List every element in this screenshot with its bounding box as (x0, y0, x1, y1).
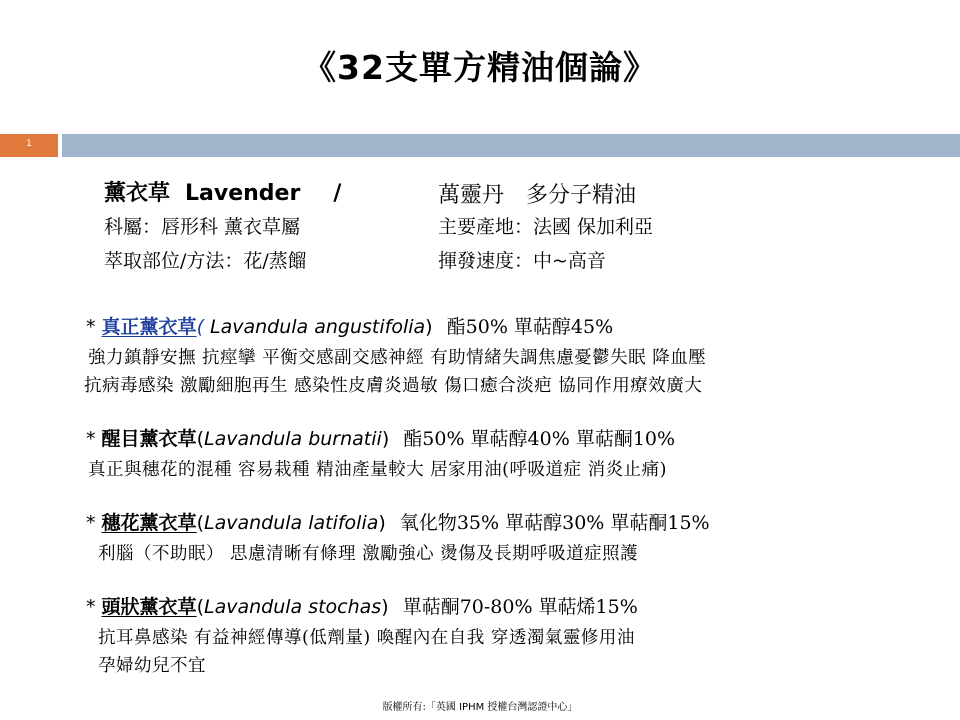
oil-variety-link[interactable]: 真正薰衣草 (101, 316, 197, 338)
components: 酯50% 單萜醇40% 單萜酮10% (403, 428, 676, 450)
latin-name: Lavandula latifolia (203, 512, 379, 534)
header-band (62, 134, 960, 157)
latin-name: Lavandula burnatii (203, 428, 382, 450)
oil-family: 科屬：唇形科 薰衣草屬 (104, 216, 301, 238)
oil-origin: 主要產地：法國 保加利亞 (438, 216, 654, 238)
description-line: 強力鎮靜安撫 抗痙攣 平衡交感副交感神經 有助情緒失調焦慮憂鬱失眠 降血壓 (88, 348, 707, 368)
oil-variety: 醒目薰衣草 (101, 428, 197, 450)
components: 氧化物35% 單萜醇30% 單萜酮15% (399, 512, 710, 534)
section-heading: * 醒目薰衣草(Lavandula burnatii) 酯50% 單萜醇40% 單萜酮10% (86, 428, 676, 450)
oil-name-line (104, 176, 341, 207)
oil-nickname: 萬靈丹 多分子精油 (438, 183, 637, 208)
page-title: 《32支單方精油個論》 (303, 48, 657, 87)
oil-name-en: Lavender (185, 181, 301, 206)
oil-extraction: 萃取部位/方法：花/蒸餾 (104, 250, 307, 272)
description-line: 孕婦幼兒不宜 (98, 656, 206, 676)
description-line: 利腦（不助眠） 思慮清晰有條理 激勵強心 燙傷及長期呼吸道症照護 (98, 544, 639, 564)
section-heading: * 頭狀薰衣草(Lavandula stochas) 單萜酮70-80% 單萜烯15% (86, 596, 638, 618)
oil-volatility: 揮發速度：中~高音 (438, 250, 606, 272)
latin-name: Lavandula angustifolia (210, 316, 426, 338)
section-heading: * 真正薰衣草( Lavandula angustifolia) 酯50% 單萜醇45% (86, 316, 614, 338)
components: 單萜酮70-80% 單萜烯15% (402, 596, 638, 618)
components: 酯50% 單萜醇45% (446, 316, 614, 338)
name-separator: / (333, 181, 342, 206)
section-heading: * 穗花薰衣草(Lavandula latifolia) 氧化物35% 單萜醇30% 單萜酮15% (86, 512, 710, 534)
latin-name: Lavandula stochas (203, 596, 382, 618)
description-line: 抗病毒感染 激勵細胞再生 感染性皮膚炎過敏 傷口癒合淡疤 協同作用療效廣大 (84, 376, 703, 396)
description-line: 真正與穗花的混種 容易栽種 精油產量較大 居家用油(呼吸道症 消炎止痛) (88, 460, 667, 480)
copyright-footer: 版權所有:「英國 IPHM 授權台灣認證中心」 (382, 702, 578, 713)
slide-number: 1 (26, 139, 32, 149)
oil-variety: 穗花薰衣草 (101, 512, 197, 534)
oil-name-cn: 薰衣草 (104, 180, 171, 206)
oil-variety: 頭狀薰衣草 (101, 596, 197, 618)
description-line: 抗耳鼻感染 有益神經傳導(低劑量) 喚醒內在自我 穿透濁氣靈修用油 (98, 628, 635, 648)
